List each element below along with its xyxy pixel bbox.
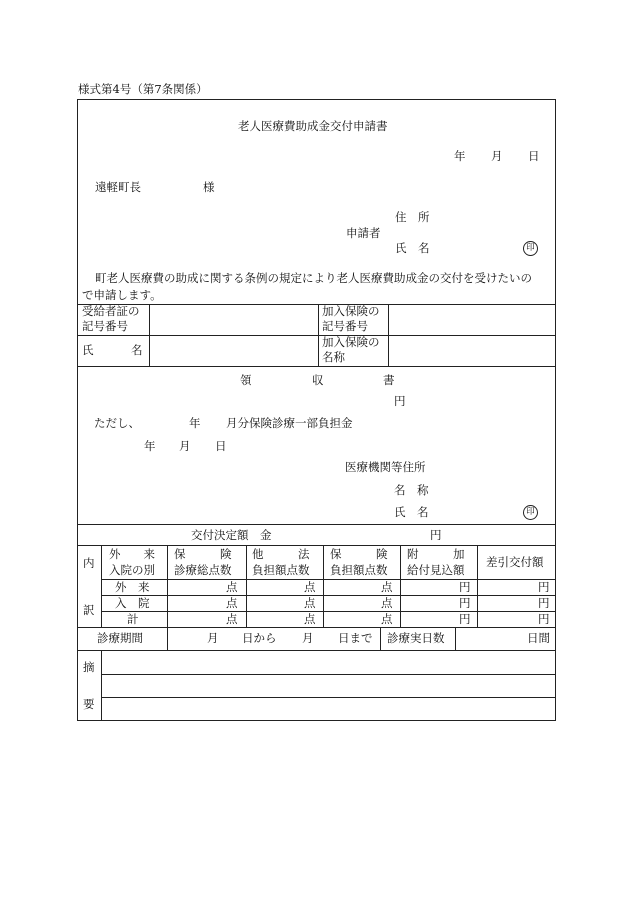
col-outpatient-header-line2: 入院の別 [109, 563, 155, 577]
treatment-period-label: 診療期間 [97, 631, 143, 645]
cell-unit: 円 [538, 596, 550, 610]
summary-label1: 摘 [83, 660, 95, 674]
col-outpatient-header-line1: 外 来 [109, 547, 155, 561]
col-additional-header-line2: 給付見込額 [407, 563, 465, 577]
cell-unit: 円 [459, 612, 471, 626]
receipt-date-year: 年 [144, 439, 156, 453]
receipt-title-char2: 収 [312, 373, 324, 387]
col-insurance-burden-header-line1: 保 険 [330, 547, 388, 561]
insurance-number-label-line1: 加入保険の [322, 304, 380, 318]
decision-amount-yen: 円 [430, 528, 442, 542]
period-from: 日から [242, 631, 277, 645]
date-day: 日 [528, 149, 540, 163]
summary-label2: 要 [83, 697, 95, 711]
cell-unit: 点 [381, 580, 393, 594]
receipt-proviso: ただし、 [94, 416, 140, 430]
name-label-part2: 名 [131, 343, 143, 357]
col-other-law-header-line2: 負担額点数 [252, 563, 310, 577]
cert-number-label-line1: 受給者証の [82, 304, 140, 318]
cell-unit: 円 [538, 580, 550, 594]
cell-unit: 点 [381, 612, 393, 626]
institution-seal: 印 [523, 505, 538, 520]
col-other-law-header-line1: 他 法 [252, 547, 310, 561]
cert-number-label-line2: 記号番号 [82, 319, 128, 333]
row-label-inpatient: 入 院 [115, 596, 150, 610]
row-label-total: 計 [127, 612, 139, 626]
institution-person-label: 氏 名 [394, 505, 429, 519]
applicant-name-label: 氏 名 [395, 241, 430, 255]
applicant-address-label: 住 所 [395, 210, 430, 224]
institution-name-label: 名 称 [394, 483, 429, 497]
date-year: 年 [454, 149, 466, 163]
body-text-line2: で申請します。 [82, 288, 162, 302]
receipt-title-char1: 領 [240, 373, 252, 387]
cell-unit: 点 [304, 596, 316, 610]
cell-unit: 円 [538, 612, 550, 626]
form-number: 様式第4号（第7条関係） [78, 82, 208, 96]
row-label-outpatient: 外 来 [115, 580, 150, 594]
receipt-date-day: 日 [215, 439, 227, 453]
receipt-date-month: 月 [179, 439, 191, 453]
institution-address-label: 医療機関等住所 [345, 460, 426, 474]
addressee-honorific: 様 [203, 180, 215, 194]
body-text-line1: 町老人医療費の助成に関する条例の規定により老人医療費助成金の交付を受けたいの [95, 271, 532, 285]
cell-unit: 点 [381, 596, 393, 610]
form-title: 老人医療費助成金交付申請書 [238, 119, 388, 133]
date-month: 月 [491, 149, 503, 163]
receipt-proviso-month: 月分保険診療一部負担金 [226, 416, 353, 430]
receipt-proviso-year: 年 [189, 416, 201, 430]
name-label-part1: 氏 [82, 343, 94, 357]
breakdown-side-label2: 訳 [83, 603, 95, 617]
cell-unit: 円 [459, 580, 471, 594]
decision-amount-label: 交付決定額 金 [191, 528, 272, 542]
period-end-month: 月 [302, 631, 314, 645]
insurance-name-label-line1: 加入保険の [322, 335, 380, 349]
period-until: 日まで [338, 631, 373, 645]
cell-unit: 点 [304, 612, 316, 626]
col-insurance-points-header-line1: 保 険 [174, 547, 232, 561]
insurance-name-label-line2: 名称 [322, 350, 345, 364]
insurance-number-label-line2: 記号番号 [322, 319, 368, 333]
col-insurance-burden-header-line2: 負担額点数 [330, 563, 388, 577]
applicant-seal: 印 [523, 241, 538, 256]
breakdown-side-label1: 内 [83, 556, 95, 570]
col-additional-header-line1: 附 加 [407, 547, 465, 561]
treatment-days-unit: 日間 [527, 631, 550, 645]
cell-unit: 点 [226, 580, 238, 594]
applicant-label: 申請者 [346, 226, 381, 240]
cell-unit: 点 [226, 612, 238, 626]
cell-unit: 点 [226, 596, 238, 610]
period-start-month: 月 [207, 631, 219, 645]
col-insurance-points-header-line2: 診療総点数 [174, 563, 232, 577]
cell-unit: 円 [459, 596, 471, 610]
receipt-title-char3: 書 [383, 373, 395, 387]
treatment-days-label: 診療実日数 [387, 631, 445, 645]
cell-unit: 点 [304, 580, 316, 594]
addressee-name: 遠軽町長 [95, 180, 141, 194]
col-net-amount-header: 差引交付額 [486, 555, 544, 569]
receipt-amount-yen: 円 [394, 394, 406, 408]
